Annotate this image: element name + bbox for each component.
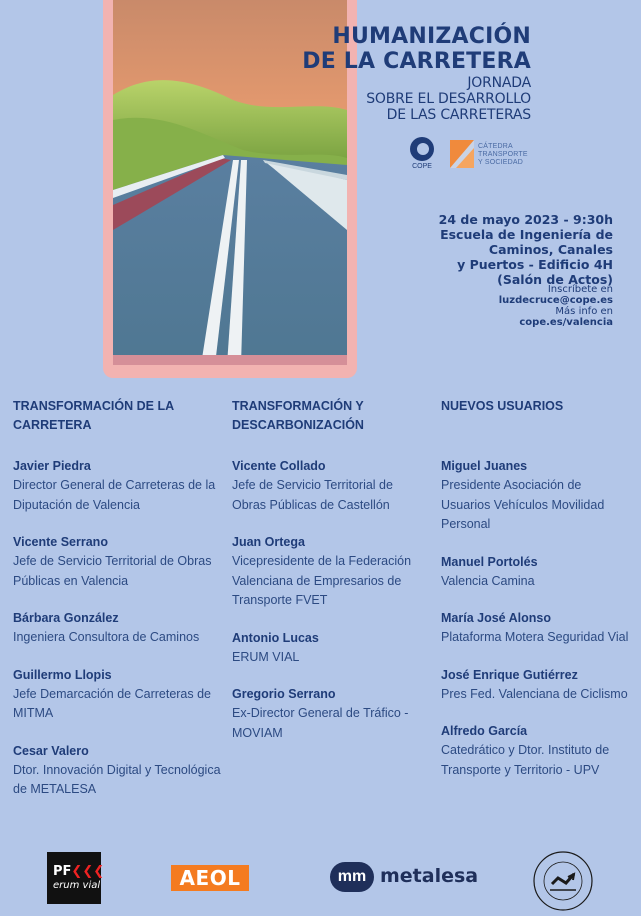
speaker-role: Plataforma Motera Seguridad Vial <box>441 630 629 644</box>
column-nuevos-usuarios <box>441 397 631 797</box>
speaker-name: María José Alonso <box>441 611 551 625</box>
event-date: 24 de mayo 2023 - 9:30h <box>438 212 613 227</box>
speaker <box>232 684 428 743</box>
speaker-name: Alfredo García <box>441 724 528 738</box>
subtitle-line-3: DE LAS CARRETERAS <box>386 107 531 123</box>
column-title: NUEVOS USUARIOS <box>441 399 564 413</box>
title-line-2: DE LA CARRETERA <box>302 49 531 74</box>
subtitle-line-2: SOBRE EL DESARROLLO <box>366 91 531 107</box>
sponsor-logos <box>0 848 641 916</box>
event-subtitle <box>366 75 531 123</box>
erum-label: erum vial <box>53 880 101 891</box>
speaker-name: Bárbara González <box>13 611 119 625</box>
speaker <box>13 608 223 648</box>
speaker <box>13 456 223 515</box>
register-email-link[interactable]: luzdecruce@cope.es <box>498 295 613 306</box>
pf-erum-vial-logo: PF❮❮❮ erum vial <box>47 852 101 904</box>
speaker-role: Director General de Carreteras de la Diputación de Valencia <box>13 478 216 512</box>
speaker <box>13 532 223 591</box>
speaker-name: Javier Piedra <box>13 459 91 473</box>
catedra-line-3: Y SOCIEDAD <box>478 159 524 166</box>
speaker-name: Miguel Juanes <box>441 459 528 473</box>
column-title: TRANSFORMACIÓN DE LA CARRETERA <box>13 399 174 432</box>
speaker-role: Ex-Director General de Tráfico - MOVIAM <box>232 706 409 740</box>
speaker-name: Guillermo Llopis <box>13 667 112 682</box>
speaker-name: Antonio Lucas <box>232 630 319 645</box>
speaker-role: Ingeniera Consultora de Caminos <box>13 630 200 644</box>
metalesa-label: metalesa <box>380 865 479 887</box>
speaker <box>441 608 631 648</box>
catedra-line-2: TRANSPORTE <box>478 151 528 158</box>
event-venue-1: Escuela de Ingeniería de <box>440 227 613 242</box>
speaker-role: Jefe de Servicio Territorial de Obras Públicas de Castellón <box>232 478 393 512</box>
event-venue-2: Caminos, Canales <box>488 242 613 257</box>
speaker-role: Vicepresidente de la Federación Valenciana de Empresarios de Transporte FVET <box>232 554 412 607</box>
more-info-label: Más info en <box>555 306 613 317</box>
speaker-name: Cesar Valero <box>13 743 89 758</box>
speaker-role: Presidente Asociación de Usuarios Vehículos Movilidad Personal <box>441 478 605 531</box>
speaker <box>441 665 631 705</box>
event-title <box>302 24 531 74</box>
speaker-role: Jefe Demarcación de Carreteras de MITMA <box>13 686 212 720</box>
speaker-name: Gregorio Serrano <box>232 687 336 701</box>
speaker-role: Dtor. Innovación Digital y Tecnológica de METALESA <box>13 762 221 796</box>
catedra-line-1: CÁTEDRA <box>478 143 513 150</box>
speaker <box>441 456 631 535</box>
speaker-role: ERUM VIAL <box>232 649 300 664</box>
metalesa-mark: mm <box>330 862 374 892</box>
title-line-1: HUMANIZACIÓN <box>332 24 531 49</box>
column-transformacion-carretera <box>13 397 223 817</box>
cope-logo <box>408 137 436 170</box>
column-descarbonizacion <box>232 397 428 760</box>
event-venue-3: y Puertos - Edificio 4H <box>457 257 613 272</box>
speaker-name: Vicente Collado <box>232 459 326 473</box>
speaker-name: Juan Ortega <box>232 535 305 549</box>
event-venue-4: (Salón de Actos) <box>497 272 613 287</box>
speaker-name: José Enrique Gutiérrez <box>441 667 578 682</box>
autoescuelas-seal-logo <box>532 850 594 912</box>
event-details <box>439 212 613 287</box>
column-title: TRANSFORMACIÓN Y DESCARBONIZACIÓN <box>232 399 364 432</box>
catedra-icon <box>450 140 474 168</box>
registration-info <box>499 284 613 328</box>
speaker-role: Catedrático y Dtor. Instituto de Transporte y Territorio - UPV <box>441 743 610 777</box>
cope-label: COPE <box>412 163 432 170</box>
speaker <box>232 532 428 611</box>
speaker <box>232 456 428 515</box>
speaker-role: Jefe de Servicio Territorial de Obras Públicas en Valencia <box>13 554 212 588</box>
speaker <box>441 721 631 780</box>
speaker-name: Vicente Serrano <box>13 535 108 549</box>
aeol-logo: AEOL <box>171 865 249 891</box>
speaker-role: Valencia Camina <box>441 573 535 588</box>
subtitle-line-1: JORNADA <box>467 75 531 91</box>
metalesa-logo <box>330 862 480 892</box>
speaker <box>13 741 223 800</box>
speaker <box>13 665 223 724</box>
speaker <box>232 628 428 668</box>
speaker <box>441 552 631 592</box>
speaker-name: Manuel Portolés <box>441 554 538 569</box>
catedra-logo <box>450 140 540 170</box>
cope-icon <box>410 137 434 161</box>
register-label: Inscríbete en <box>547 284 613 295</box>
pf-label: PF <box>53 864 72 879</box>
more-info-link[interactable]: cope.es/valencia <box>519 317 613 328</box>
speaker-role: Pres Fed. Valenciana de Ciclismo <box>441 686 628 701</box>
